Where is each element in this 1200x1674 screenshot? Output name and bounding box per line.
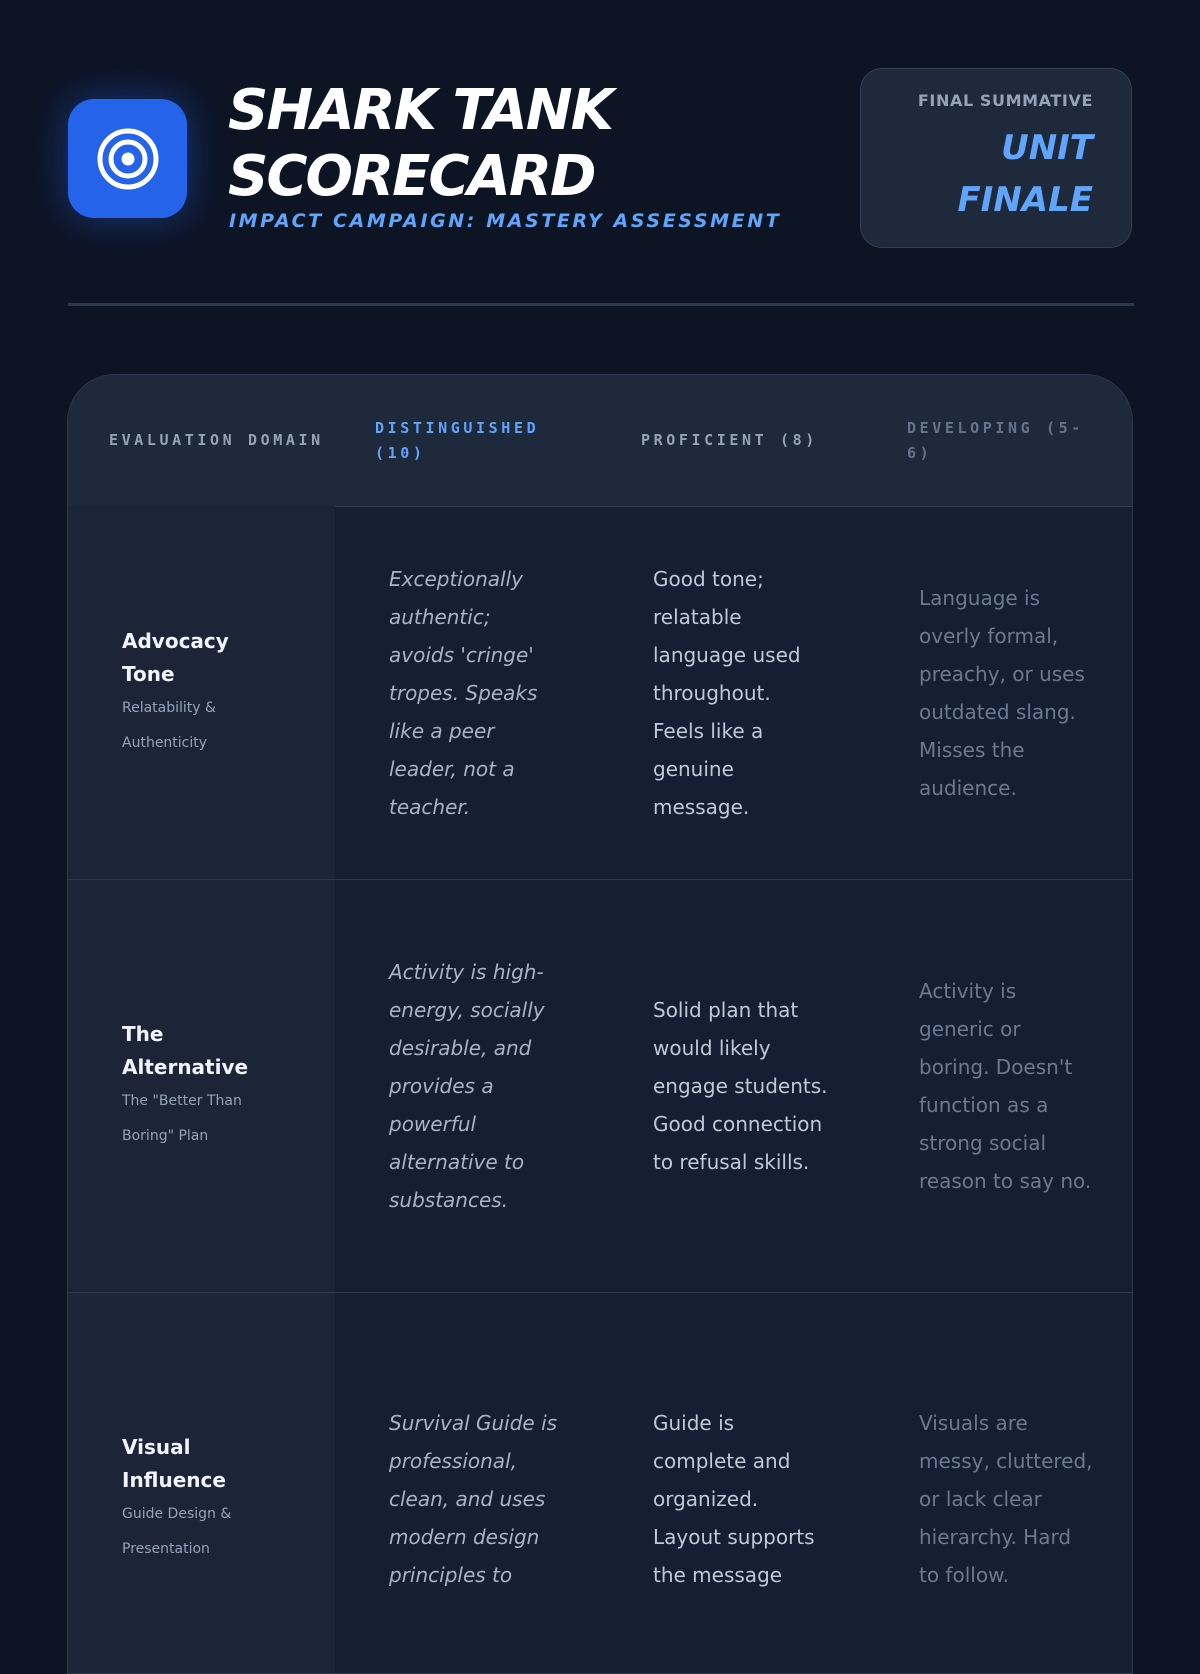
final-summative-label: FINAL SUMMATIVE: [917, 91, 1093, 110]
title-line-1: SHARK TANK: [228, 78, 613, 143]
column-header-distinguished: DISTINGUISHED (10): [375, 418, 540, 462]
row-subtitle: Guide Design & Presentation: [122, 1506, 232, 1557]
cell-developing: [919, 1293, 1119, 1674]
cell-text: Exceptionally authentic; avoids 'cringe' tropes. Speaks like a peer leader, not a teacher.: [389, 566, 538, 819]
row-subtitle: The "Better Than Boring" Plan: [122, 1093, 242, 1144]
title-line-2: SCORECARD: [228, 144, 595, 209]
table-row-the-alternative: [68, 880, 1132, 1293]
page-subtitle: IMPACT CAMPAIGN: MASTERY ASSESSMENT: [229, 210, 782, 232]
row-title: The Alternative: [122, 1022, 249, 1079]
row-title: Advocacy Tone: [122, 628, 229, 686]
table-row-visual-influence: [68, 1293, 1132, 1674]
cell-text: Activity is high-energy, socially desirable, and provides a powerful alternative to substances.: [389, 960, 545, 1212]
row-subtitle: Relatability & Authenticity: [122, 699, 216, 751]
cell-text: Visuals are messy, cluttered, or lack clear hierarchy. Hard to follow.: [919, 1411, 1093, 1587]
cell-text: Survival Guide is professional, clean, and uses modern design principles to: [389, 1411, 558, 1587]
table-row-advocacy-tone: [68, 506, 1132, 880]
row-label-cell: [68, 506, 335, 879]
cell-text: Good tone; relatable language used throughout. Feels like a genuine message.: [653, 566, 801, 819]
page-header: [68, 60, 1134, 260]
cell-distinguished: [389, 1293, 609, 1674]
table-header: [68, 375, 1132, 507]
cell-text: Guide is complete and organized. Layout supports the message: [653, 1411, 815, 1587]
cell-distinguished: [389, 880, 609, 1292]
cell-text: Language is overly formal, preachy, or uses outdated slang. Misses the audience.: [919, 585, 1085, 800]
page-title: [228, 78, 612, 210]
cell-proficient: [653, 880, 873, 1292]
cell-distinguished: [389, 506, 609, 879]
cell-developing: [919, 506, 1119, 879]
row-title: Visual Influence: [122, 1435, 226, 1492]
cell-proficient: [653, 506, 873, 879]
final-line-2: FINALE: [957, 180, 1093, 220]
logo-badge: [68, 99, 187, 218]
cell-text: Activity is generic or boring. Doesn't function as a strong social reason to say no.: [919, 979, 1092, 1193]
rubric-table: [67, 374, 1133, 1674]
cell-proficient: [653, 1293, 873, 1674]
column-header-proficient: PROFICIENT (8): [641, 431, 818, 449]
row-label-cell: [68, 1293, 335, 1674]
target-icon: [96, 127, 160, 191]
column-header-domain: EVALUATION DOMAIN: [109, 431, 324, 449]
header-divider: [68, 303, 1134, 306]
final-line-1: UNIT: [1001, 128, 1093, 168]
cell-developing: [919, 880, 1119, 1292]
unit-finale-text: [861, 122, 1093, 226]
column-header-developing: DEVELOPING (5-6): [907, 418, 1084, 462]
cell-text: Solid plan that would likely engage students. Good connection to refusal skills.: [653, 998, 828, 1174]
final-summative-badge: [860, 68, 1132, 248]
row-label-cell: [68, 880, 335, 1292]
